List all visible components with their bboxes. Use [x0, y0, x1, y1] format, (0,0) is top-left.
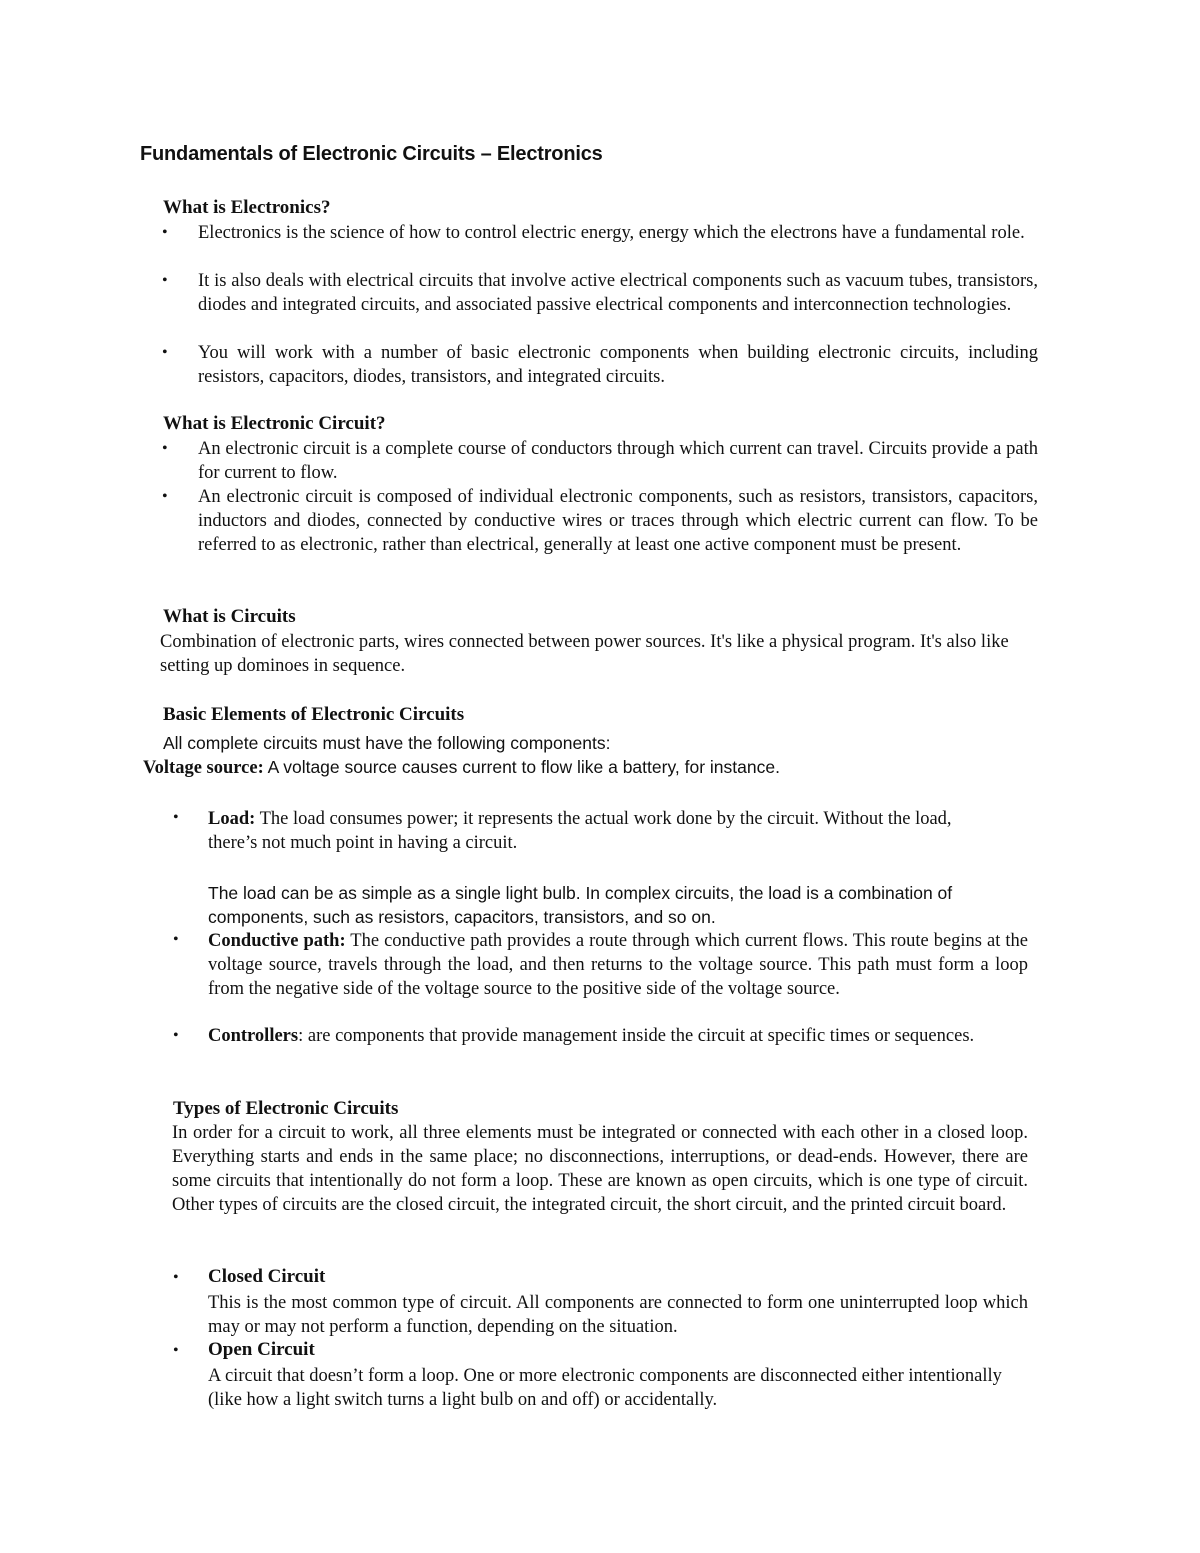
- bullet: •: [162, 272, 168, 289]
- list-item: An electronic circuit is a complete course of conductors through which current can travel. Circuits provide a path for current to flow.: [198, 439, 1038, 483]
- section-heading-what-is-electronics: What is Electronics?: [163, 197, 331, 218]
- voltage-source-label: Voltage source:: [143, 758, 264, 778]
- bullet: •: [162, 344, 168, 361]
- bullet: •: [162, 224, 168, 241]
- controllers-label: Controllers: [208, 1026, 299, 1046]
- conductive-path-text: The conductive path provides a route through which current flows. This route begins at the voltage source, travels through the load, and then returns to the voltage source. This path must form a loop from the negative side of the voltage source to the positive side of the voltage source.: [208, 931, 1028, 999]
- paragraph: Combination of electronic parts, wires connected between power sources. It's like a physical program. It's also like setting up dominoes in sequence.: [160, 632, 1009, 676]
- bullet: •: [173, 931, 179, 948]
- voltage-source-item: [143, 755, 780, 780]
- list-item: An electronic circuit is composed of individual electronic components, such as resistors, transistors, capacitors, inductors and diodes, connected by conductive wires or traces through which electric current can flow. To be referred to as electronic, rather than electrical, generally at least one active component must be present.: [198, 487, 1038, 555]
- open-circuit-text: A circuit that doesn’t form a loop. One or more electronic components are disconnected either intentionally (like how a light switch turns a light bulb on and off) or accidentally.: [208, 1366, 1002, 1410]
- open-circuit-label: Open Circuit: [208, 1339, 315, 1360]
- bullet: •: [162, 440, 168, 457]
- bullet: •: [162, 488, 168, 505]
- conductive-path-label: Conductive path:: [208, 931, 346, 951]
- bullet: •: [173, 809, 179, 826]
- voltage-source-text: A voltage source causes current to flow like a battery, for instance.: [263, 757, 780, 777]
- paragraph: All complete circuits must have the following components:: [163, 733, 611, 753]
- bullet: •: [173, 1342, 179, 1359]
- list-item: You will work with a number of basic electronic components when building electronic circuits, including resistors, capacitors, diodes, transistors, and integrated circuits.: [198, 343, 1038, 387]
- page-title: Fundamentals of Electronic Circuits – Electronics: [140, 143, 603, 165]
- section-heading-basic-elements: Basic Elements of Electronic Circuits: [163, 704, 465, 725]
- conductive-path-item: [208, 929, 1028, 1001]
- bullet: •: [173, 1269, 179, 1286]
- controllers-item: [208, 1024, 1028, 1048]
- load-label: Load:: [208, 809, 256, 829]
- section-heading-types: Types of Electronic Circuits: [173, 1098, 399, 1119]
- list-item: Electronics is the science of how to control electric energy, energy which the electrons have a fundamental role.: [198, 223, 1025, 243]
- closed-circuit-label: Closed Circuit: [208, 1266, 326, 1287]
- bullet: •: [173, 1027, 179, 1044]
- load-item: [208, 807, 988, 855]
- load-text: The load consumes power; it represents the actual work done by the circuit. Without the load, there’s not much point in having a circuit.: [208, 809, 952, 853]
- list-item: It is also deals with electrical circuits that involve active electrical components such as vacuum tubes, transistors, diodes and integrated circuits, and associated passive electrical components and interconnection technologies.: [198, 271, 1038, 315]
- section-heading-what-is-electronic-circuit: What is Electronic Circuit?: [163, 413, 386, 434]
- closed-circuit-text: This is the most common type of circuit. All components are connected to form one uninterrupted loop which may or may not perform a function, depending on the situation.: [208, 1293, 1028, 1337]
- controllers-text: : are components that provide management inside the circuit at specific times or sequences.: [298, 1026, 975, 1046]
- section-heading-what-is-circuits: What is Circuits: [163, 606, 296, 627]
- load-extra-paragraph: The load can be as simple as a single light bulb. In complex circuits, the load is a combination of components, such as resistors, capacitors, transistors, and so on.: [208, 883, 953, 927]
- paragraph: In order for a circuit to work, all three elements must be integrated or connected with each other in a closed loop. Everything starts and ends in the same place; no disconnections, interruptions, or dead-ends. However, there are some circuits that intentionally do not form a loop. These are known as open circuits, which is one type of circuit. Other types of circuits are the closed circuit, the integrated circuit, the short circuit, and the printed circuit board.: [172, 1123, 1028, 1215]
